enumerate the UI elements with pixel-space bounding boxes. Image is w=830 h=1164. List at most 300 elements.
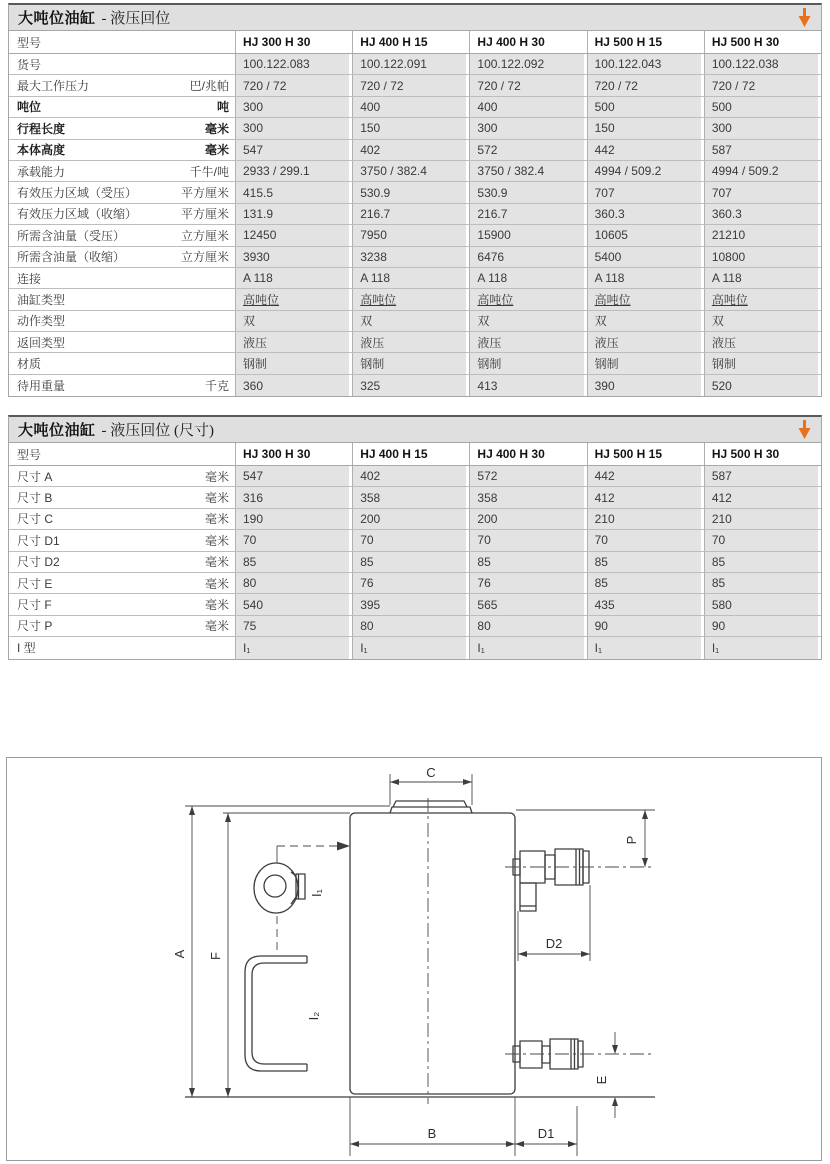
cell-value: [704, 552, 821, 572]
cell-value: [469, 75, 586, 95]
cell-text: 216.7: [477, 206, 508, 221]
cell-value: [469, 311, 586, 331]
table1-row-11: [9, 289, 821, 310]
cell-value: [704, 353, 821, 373]
table1-row-4: [9, 140, 821, 161]
cell-text: 双: [594, 314, 607, 329]
cell-text: 412: [594, 490, 615, 505]
cell-value: [587, 140, 704, 160]
table2-row-1: [9, 487, 821, 508]
cell-value: [352, 487, 469, 507]
cell-text: 100.122.043: [594, 57, 662, 72]
row-label-cell: [9, 375, 235, 396]
table1-row-0: [9, 54, 821, 75]
cell-value: [469, 54, 586, 74]
cell-text: 液压: [594, 335, 619, 350]
cell-value: [235, 289, 352, 309]
table1-row-9: [9, 247, 821, 268]
cell-value: [704, 509, 821, 529]
row-label: 有效压力区域（受压）: [17, 186, 138, 201]
dim-label-A: A: [172, 949, 187, 959]
cell-value: [469, 509, 586, 529]
row-label-cell: [9, 140, 235, 160]
spec-table-hydraulic-return: [8, 3, 822, 397]
row-label-cell: [9, 637, 235, 658]
cell-value: [469, 247, 586, 267]
table1-body: [9, 31, 821, 396]
cell-text: I₁: [243, 640, 251, 655]
cell-value: [469, 573, 586, 593]
cell-text: 液压: [711, 335, 736, 350]
cell-text: A 118: [711, 271, 742, 286]
cell-text: 442: [594, 469, 615, 484]
coupler-top-pipe: [520, 883, 536, 911]
cell-value: [352, 75, 469, 95]
carry-handle-inner: [252, 963, 307, 1064]
cell-text: 580: [711, 597, 732, 612]
cell-value: [587, 616, 704, 636]
row-label: 尺寸 B: [17, 491, 53, 506]
cell-text: 2933 / 299.1: [243, 164, 310, 179]
table2-row-2: [9, 509, 821, 530]
row-label-cell: [9, 332, 235, 352]
cell-text: 12450: [243, 228, 277, 243]
cell-value: [704, 375, 821, 396]
row-unit-label: 平方厘米: [180, 186, 229, 201]
cell-text: 572: [477, 142, 498, 157]
cell-value: [704, 225, 821, 245]
row-unit-label: 立方厘米: [180, 250, 229, 265]
table1-row-15: [9, 375, 821, 396]
cell-value: [469, 487, 586, 507]
cell-text: 90: [711, 618, 726, 633]
cell-value: [235, 573, 352, 593]
row-label-cell: [9, 573, 235, 593]
cell-text: 85: [243, 554, 257, 569]
cell-text: 100.122.091: [360, 57, 427, 72]
row-label-cell: [9, 289, 235, 309]
cell-text: 3238: [360, 249, 387, 264]
cell-text: 360.3: [711, 206, 742, 221]
cell-value: [469, 375, 586, 396]
cell-value: [469, 140, 586, 160]
cell-value: [587, 573, 704, 593]
cell-value: [235, 225, 352, 245]
cell-value: [587, 552, 704, 572]
cell-text: 216.7: [360, 206, 391, 221]
model-header-cell: [9, 31, 235, 53]
cell-text: 200: [360, 511, 381, 526]
cell-value: [469, 118, 586, 138]
cell-value: [352, 161, 469, 181]
row-unit-label: 毫米: [204, 576, 229, 591]
dim-label-F: F: [208, 952, 223, 960]
row-unit-label: 毫米: [204, 121, 229, 136]
cell-value: [704, 311, 821, 331]
row-label: 承载能力: [17, 164, 66, 179]
row-label: 尺寸 C: [17, 512, 54, 527]
cylinder-body: [350, 813, 515, 1094]
table1-title-sub: - 液压回位: [101, 11, 171, 27]
cell-text: 325: [360, 378, 381, 393]
cylinder-type-link[interactable]: 高吨位: [360, 292, 397, 307]
cell-value: [352, 466, 469, 486]
cell-value: [352, 182, 469, 202]
cell-text: 液压: [477, 335, 502, 350]
cell-value: [469, 268, 586, 288]
cell-text: 70: [594, 533, 608, 548]
cell-value: [704, 204, 821, 224]
cell-value: [587, 466, 704, 486]
cell-text: 85: [477, 554, 491, 569]
cell-text: 300: [243, 99, 264, 114]
lifting-eye-outer: [254, 863, 298, 913]
cell-text: 7950: [360, 228, 387, 243]
cell-text: 210: [594, 511, 615, 526]
cell-value: [352, 289, 469, 309]
cell-text: I₁: [477, 640, 485, 655]
cylinder-technical-drawing: [6, 757, 822, 1161]
cell-text: 76: [477, 576, 491, 591]
column-header-2: HJ 400 H 30: [469, 31, 586, 53]
dim-label-P: P: [624, 835, 639, 845]
row-label-cell: [9, 353, 235, 373]
cell-text: 液压: [243, 335, 268, 350]
cell-text: 720 / 72: [594, 78, 638, 93]
cell-text: I₁: [594, 640, 602, 655]
cell-text: 413: [477, 378, 498, 393]
cell-value: [469, 616, 586, 636]
row-unit-label: 千牛/吨: [189, 164, 229, 179]
row-unit-label: 毫米: [204, 533, 229, 548]
cell-text: 90: [594, 618, 608, 633]
cell-text: 10605: [594, 228, 628, 243]
row-unit-label: 毫米: [204, 555, 229, 570]
cell-text: 150: [360, 121, 381, 136]
cell-value: [235, 75, 352, 95]
cell-value: [352, 375, 469, 396]
cell-value: [469, 530, 586, 550]
row-label: 尺寸 F: [17, 598, 52, 613]
cell-text: 400: [360, 99, 381, 114]
cell-value: [704, 332, 821, 352]
cell-text: 520: [711, 378, 732, 393]
cell-value: [352, 509, 469, 529]
row-label: 材质: [17, 357, 42, 372]
table2-title-bar: [9, 417, 821, 443]
cell-text: 85: [360, 554, 374, 569]
cell-text: 4994 / 509.2: [594, 164, 662, 179]
coupler-bottom-block: [520, 1041, 542, 1068]
cell-value: [587, 182, 704, 202]
cell-text: 80: [360, 618, 374, 633]
cell-value: [352, 268, 469, 288]
table2-header-row: [9, 443, 821, 466]
cell-text: A 118: [477, 271, 508, 286]
port-label-I2: I₂: [306, 1011, 321, 1021]
column-header-1: HJ 400 H 15: [352, 443, 469, 465]
row-label-cell: [9, 487, 235, 507]
cell-text: 85: [711, 576, 726, 591]
cell-value: [469, 594, 586, 614]
row-label: I 型: [17, 641, 36, 656]
row-label-cell: [9, 161, 235, 181]
row-label-cell: [9, 509, 235, 529]
row-label: 货号: [17, 57, 42, 72]
cell-value: [587, 97, 704, 117]
dim-label-E: E: [594, 1075, 609, 1085]
cell-text: A 118: [594, 271, 625, 286]
cell-value: [235, 353, 352, 373]
table1-row-5: [9, 161, 821, 182]
table1-row-14: [9, 353, 821, 374]
cell-text: 720 / 72: [360, 78, 404, 93]
dim-label-C: C: [426, 765, 436, 780]
table2-title-main: 大吨位油缸: [18, 422, 96, 439]
table1-title-main: 大吨位油缸: [18, 10, 96, 27]
table1-row-6: [9, 182, 821, 203]
cell-text: A 118: [243, 271, 273, 286]
spec-table-dimensions: [8, 415, 822, 660]
cell-value: [704, 75, 821, 95]
cell-value: [704, 616, 821, 636]
cell-value: [352, 637, 469, 658]
cell-text: 75: [243, 618, 257, 633]
column-header-4: HJ 500 H 30: [704, 443, 821, 465]
cell-value: [235, 637, 352, 658]
cell-text: 3930: [243, 249, 270, 264]
row-label-cell: [9, 594, 235, 614]
cell-text: 210: [711, 511, 732, 526]
model-header-label: 型号: [17, 35, 42, 50]
row-label-cell: [9, 54, 235, 74]
cell-text: 3750 / 382.4: [477, 164, 545, 179]
cell-value: [235, 54, 352, 74]
cell-value: [235, 247, 352, 267]
cell-value: [704, 97, 821, 117]
column-header-1: HJ 400 H 15: [352, 31, 469, 53]
cell-value: [587, 118, 704, 138]
cell-text: 钢制: [360, 357, 385, 372]
cell-text: 190: [243, 511, 264, 526]
cell-value: [235, 118, 352, 138]
cell-value: [352, 353, 469, 373]
cell-value: [352, 530, 469, 550]
cell-value: [235, 332, 352, 352]
cell-value: [235, 530, 352, 550]
cell-value: [235, 311, 352, 331]
row-label-cell: [9, 75, 235, 95]
cell-text: 3750 / 382.4: [360, 164, 427, 179]
row-label: 有效压力区域（收缩）: [17, 207, 138, 222]
cell-value: [469, 161, 586, 181]
row-label: 连接: [17, 271, 42, 286]
cell-text: 钢制: [594, 357, 619, 372]
column-header-0: HJ 300 H 30: [235, 31, 352, 53]
cell-text: 300: [243, 121, 264, 136]
cell-value: [587, 268, 704, 288]
cell-value: [352, 225, 469, 245]
port-label-I1: I₁: [309, 889, 324, 897]
cell-value: [235, 466, 352, 486]
cell-text: 402: [360, 469, 381, 484]
row-unit-label: 立方厘米: [180, 228, 229, 243]
cell-text: 415.5: [243, 185, 274, 200]
cell-value: [235, 268, 352, 288]
cell-value: [235, 204, 352, 224]
cell-value: [235, 140, 352, 160]
cylinder-type-link[interactable]: 高吨位: [243, 292, 280, 307]
cell-text: 360.3: [594, 206, 625, 221]
column-header-3: HJ 500 H 15: [587, 443, 704, 465]
cell-value: [235, 182, 352, 202]
cell-text: 100.122.092: [477, 57, 545, 72]
cell-value: [352, 573, 469, 593]
row-label: 本体高度: [17, 143, 66, 158]
cell-value: [235, 375, 352, 396]
cell-text: 双: [711, 314, 724, 329]
row-unit-label: 千克: [204, 379, 229, 394]
cell-text: 435: [594, 597, 615, 612]
cell-value: [352, 97, 469, 117]
row-label-cell: [9, 97, 235, 117]
cell-text: 双: [477, 314, 490, 329]
table1-row-1: [9, 75, 821, 96]
cell-value: [587, 594, 704, 614]
cell-value: [235, 616, 352, 636]
cell-text: 360: [243, 378, 264, 393]
row-label-cell: [9, 311, 235, 331]
leader-arrow-icon: [337, 842, 350, 851]
row-label-cell: [9, 118, 235, 138]
cell-text: A 118: [360, 271, 391, 286]
cell-text: 10800: [711, 249, 746, 264]
dim-label-D2: D2: [545, 936, 563, 951]
row-label: 最大工作压力: [17, 79, 90, 94]
cell-text: 720 / 72: [711, 78, 756, 93]
cell-text: 80: [243, 576, 257, 591]
cell-text: 358: [360, 490, 381, 505]
cell-value: [352, 204, 469, 224]
column-header-3: HJ 500 H 15: [587, 31, 704, 53]
cell-value: [235, 487, 352, 507]
cell-value: [587, 530, 704, 550]
cell-text: 21210: [711, 228, 746, 243]
row-label: 待用重量: [17, 379, 66, 394]
row-unit-label: 毫米: [204, 469, 229, 484]
cell-text: 358: [477, 490, 498, 505]
cell-text: 720 / 72: [477, 78, 521, 93]
row-unit-label: 毫米: [204, 598, 229, 613]
cell-value: [704, 247, 821, 267]
row-label: 尺寸 E: [17, 576, 53, 591]
saddle-top: [393, 801, 467, 807]
cell-text: 300: [711, 121, 732, 136]
cell-text: 70: [360, 533, 374, 548]
cell-value: [704, 268, 821, 288]
cell-text: 412: [711, 490, 732, 505]
cell-value: [587, 247, 704, 267]
row-label: 吨位: [17, 100, 42, 115]
cell-text: 500: [594, 99, 615, 114]
cell-text: 540: [243, 597, 264, 612]
row-unit-label: 毫米: [204, 619, 229, 634]
row-unit-label: 毫米: [204, 512, 229, 527]
cell-text: 530.9: [360, 185, 391, 200]
model-header-cell: [9, 443, 235, 465]
model-header-label: 型号: [17, 447, 42, 462]
cell-value: [235, 161, 352, 181]
row-label: 返回类型: [17, 335, 66, 350]
cell-value: [587, 225, 704, 245]
cell-value: [352, 616, 469, 636]
cell-value: [469, 204, 586, 224]
table1-row-8: [9, 225, 821, 246]
arrow-down-icon[interactable]: [797, 419, 812, 440]
cell-text: 316: [243, 490, 264, 505]
cell-text: I₁: [360, 640, 368, 655]
cell-value: [704, 289, 821, 309]
cell-text: 100.122.038: [711, 57, 779, 72]
cell-value: [704, 487, 821, 507]
cell-text: 70: [477, 533, 491, 548]
cell-value: [352, 54, 469, 74]
table2-row-8: [9, 637, 821, 658]
lifting-eye-inner: [264, 875, 286, 897]
table2-row-0: [9, 466, 821, 487]
cell-value: [704, 466, 821, 486]
cell-value: [704, 573, 821, 593]
table1-row-12: [9, 311, 821, 332]
cell-text: 707: [711, 185, 732, 200]
cell-value: [587, 75, 704, 95]
row-label: 所需含油量（受压）: [17, 228, 126, 243]
cell-value: [587, 161, 704, 181]
cell-value: [704, 161, 821, 181]
cell-value: [469, 637, 586, 658]
table2-row-7: [9, 616, 821, 637]
cell-text: 5400: [594, 249, 622, 264]
cell-value: [587, 332, 704, 352]
row-label: 尺寸 P: [17, 619, 53, 634]
cell-value: [469, 97, 586, 117]
cell-value: [587, 311, 704, 331]
cell-text: 80: [477, 618, 491, 633]
cell-text: 钢制: [477, 357, 502, 372]
cell-value: [704, 54, 821, 74]
row-label: 行程长度: [17, 121, 66, 136]
row-label-cell: [9, 182, 235, 202]
cell-value: [352, 332, 469, 352]
row-unit-label: 巴/兆帕: [189, 79, 229, 94]
cell-value: [587, 353, 704, 373]
cell-value: [587, 487, 704, 507]
cell-text: 547: [243, 469, 264, 484]
cell-text: I₁: [711, 640, 720, 655]
row-label-cell: [9, 247, 235, 267]
cell-text: 76: [360, 576, 374, 591]
cell-text: 395: [360, 597, 381, 612]
cell-value: [352, 311, 469, 331]
arrow-down-icon[interactable]: [797, 7, 812, 28]
column-header-0: HJ 300 H 30: [235, 443, 352, 465]
cell-text: 131.9: [243, 206, 274, 221]
cell-text: 200: [477, 511, 498, 526]
cylinder-type-link[interactable]: 高吨位: [594, 292, 631, 307]
cylinder-type-link[interactable]: 高吨位: [477, 292, 514, 307]
cylinder-type-link[interactable]: 高吨位: [711, 292, 748, 307]
cell-text: 85: [594, 576, 608, 591]
